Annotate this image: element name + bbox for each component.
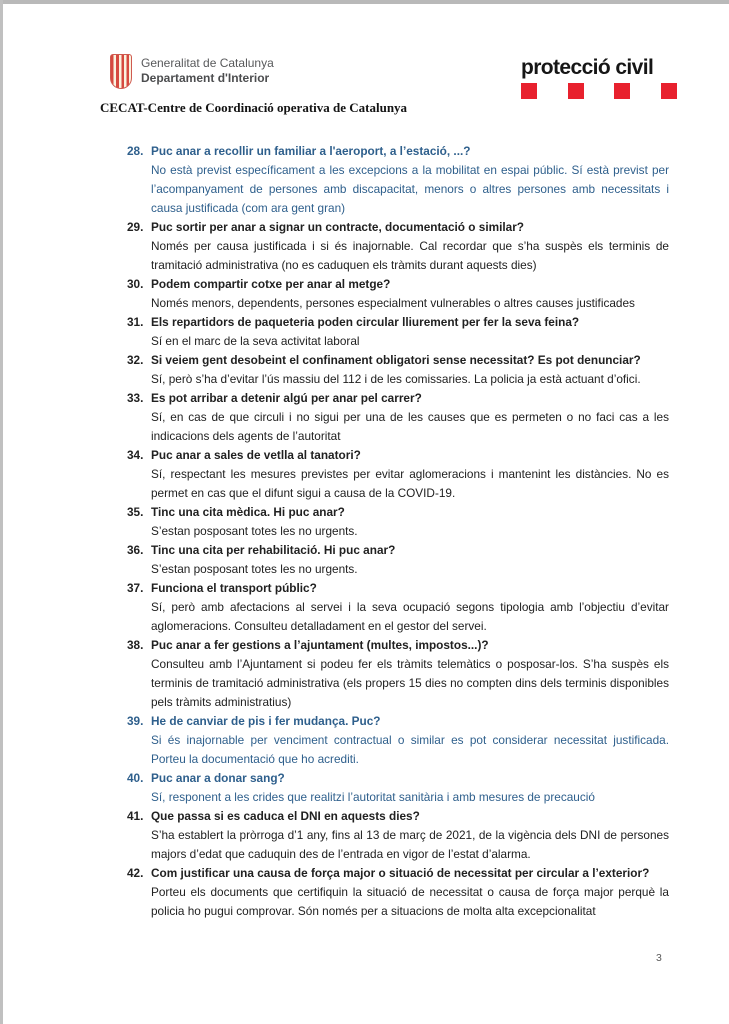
proteccio-civil-title: protecció civil xyxy=(521,56,654,79)
faq-item xyxy=(127,446,669,503)
answer-text: Sí, en cas de que circuli i no sigui per una de les causes que es permeten o no faci cas a les indicacions dels agents de l’autoritat xyxy=(151,410,669,443)
question-number: 41. xyxy=(127,809,144,823)
question-text: Si veiem gent desobeint el confinament obligatori sense necessitat? Es pot denunciar? xyxy=(151,353,641,367)
faq-list xyxy=(127,142,669,921)
proteccio-civil-squares xyxy=(521,83,677,99)
faq-item xyxy=(127,636,669,712)
question-text: Puc anar a fer gestions a l’ajuntament (multes, impostos...)? xyxy=(151,638,489,652)
question-text: Els repartidors de paqueteria poden circular lliurement per fer la seva feina? xyxy=(151,315,580,329)
question-text: Tinc una cita mèdica. Hi puc anar? xyxy=(151,505,345,519)
faq-question-row xyxy=(127,807,669,826)
faq-item xyxy=(127,807,669,864)
red-square-icon xyxy=(521,83,537,99)
faq-question-row xyxy=(127,142,669,161)
question-text: Que passa si es caduca el DNI en aquests dies? xyxy=(151,809,420,823)
answer-text: Sí, però amb afectacions al servei i la seva ocupació segons tipologia amb l’objectiu d’evitar aglomeracions. Consulteu detalladament en el gestor del servei. xyxy=(151,600,669,633)
scan-edge-top xyxy=(0,0,729,4)
senyera-shield-icon xyxy=(110,54,132,89)
answer-text: S’estan posposant totes les no urgents. xyxy=(151,524,358,538)
question-text: Es pot arribar a detenir algú per anar pel carrer? xyxy=(151,391,422,405)
question-number: 37. xyxy=(127,581,144,595)
faq-item xyxy=(127,579,669,636)
answer-text: Sí, però s’ha d’evitar l’ús massiu del 112 i de les comissaries. La policia ja està actuant d’ofici. xyxy=(151,372,641,386)
red-square-icon xyxy=(661,83,677,99)
faq-item xyxy=(127,503,669,541)
faq-question-row xyxy=(127,541,669,560)
faq-item xyxy=(127,712,669,769)
question-number: 38. xyxy=(127,638,144,652)
faq-item xyxy=(127,351,669,389)
question-number: 30. xyxy=(127,277,144,291)
question-text: Com justificar una causa de força major o situació de necessitat per circular a l’exterior? xyxy=(151,866,650,880)
question-number: 35. xyxy=(127,505,144,519)
faq-item xyxy=(127,142,669,218)
faq-question-row xyxy=(127,446,669,465)
faq-item xyxy=(127,313,669,351)
question-number: 31. xyxy=(127,315,144,329)
faq-question-row xyxy=(127,769,669,788)
answer-text: No està previst específicament a les excepcions a la mobilitat en espai públic. Sí està previst per l’acompanyament de persones amb discapacitat, menors o altres persones amb necessitats i causa justificada (com ara gent gran) xyxy=(151,163,669,215)
scan-edge-left xyxy=(0,0,3,1024)
generalitat-line1: Generalitat de Catalunya xyxy=(141,56,274,70)
faq-question-row xyxy=(127,313,669,332)
red-square-icon xyxy=(568,83,584,99)
question-number: 33. xyxy=(127,391,144,405)
question-text: Puc sortir per anar a signar un contracte, documentació o similar? xyxy=(151,220,525,234)
question-number: 29. xyxy=(127,220,144,234)
faq-question-row xyxy=(127,636,669,655)
answer-text: S’estan posposant totes les no urgents. xyxy=(151,562,358,576)
answer-text: Sí, responent a les crides que realitzi l’autoritat sanitària i amb mesures de precaució xyxy=(151,790,595,804)
red-square-icon xyxy=(614,83,630,99)
question-text: Tinc una cita per rehabilitació. Hi puc anar? xyxy=(151,543,396,557)
answer-text: Sí en el marc de la seva activitat laboral xyxy=(151,334,360,348)
question-text: Funciona el transport públic? xyxy=(151,581,317,595)
question-number: 42. xyxy=(127,866,144,880)
faq-item xyxy=(127,275,669,313)
answer-text: Porteu els documents que certifiquin la situació de necessitat o causa de força major perquè la policia ho pugui comprovar. Són només per a situacions de molta alta excepcionalitat xyxy=(151,885,669,918)
question-text: Puc anar a donar sang? xyxy=(151,771,285,785)
question-text: Podem compartir cotxe per anar al metge? xyxy=(151,277,391,291)
question-text: He de canviar de pis i fer mudança. Puc? xyxy=(151,714,381,728)
faq-question-row xyxy=(127,218,669,237)
question-number: 39. xyxy=(127,714,144,728)
answer-text: Consulteu amb l’Ajuntament si podeu fer els tràmits telemàtics o posposar-los. S’ha suspès els terminis de tramitació administrativa (els propers 15 dies no compten dins dels terminis disponibles pels tràmits administratius) xyxy=(151,657,669,709)
question-number: 32. xyxy=(127,353,144,367)
faq-question-row xyxy=(127,389,669,408)
answer-text: Si és inajornable per venciment contractual o similar es pot considerar necessitat justificada. Porteu la documentació que ho acrediti. xyxy=(151,733,669,766)
question-number: 40. xyxy=(127,771,144,785)
faq-question-row xyxy=(127,579,669,598)
faq-question-row xyxy=(127,712,669,731)
answer-text: Només menors, dependents, persones especialment vulnerables o altres causes justificades xyxy=(151,296,635,310)
faq-item xyxy=(127,864,669,921)
faq-question-row xyxy=(127,503,669,522)
question-number: 34. xyxy=(127,448,144,462)
page-number: 3 xyxy=(656,952,662,964)
faq-item xyxy=(127,541,669,579)
generalitat-logo xyxy=(110,53,274,89)
faq-item xyxy=(127,218,669,275)
faq-item xyxy=(127,769,669,807)
proteccio-civil-logo xyxy=(521,57,691,99)
answer-text: Només per causa justificada i si és inajornable. Cal recordar que s’ha suspès els terminis de tramitació administrativa (no es caduquen els tràmits durant aquests dies) xyxy=(151,239,669,272)
faq-question-row xyxy=(127,351,669,370)
generalitat-logo-text xyxy=(141,53,274,86)
faq-question-row xyxy=(127,864,669,883)
faq-question-row xyxy=(127,275,669,294)
answer-text: S’ha establert la pròrroga d’1 any, fins al 13 de març de 2021, de la vigència dels DNI de persones majors d’edat que caduquin des de l’entrada en vigor de l’estat d’alarma. xyxy=(151,828,669,861)
faq-item xyxy=(127,389,669,446)
cecat-header-line: CECAT-Centre de Coordinació operativa de Catalunya xyxy=(100,100,408,115)
question-number: 36. xyxy=(127,543,144,557)
question-text: Puc anar a recollir un familiar a l'aeroport, a l’estació, ...? xyxy=(151,144,471,158)
generalitat-line2: Departament d'Interior xyxy=(141,71,270,85)
question-text: Puc anar a sales de vetlla al tanatori? xyxy=(151,448,361,462)
answer-text: Sí, respectant les mesures previstes per evitar aglomeracions i mantenint les distàncies. No es permet en cas que el difunt sigui a causa de la COVID-19. xyxy=(151,467,669,500)
question-number: 28. xyxy=(127,144,144,158)
